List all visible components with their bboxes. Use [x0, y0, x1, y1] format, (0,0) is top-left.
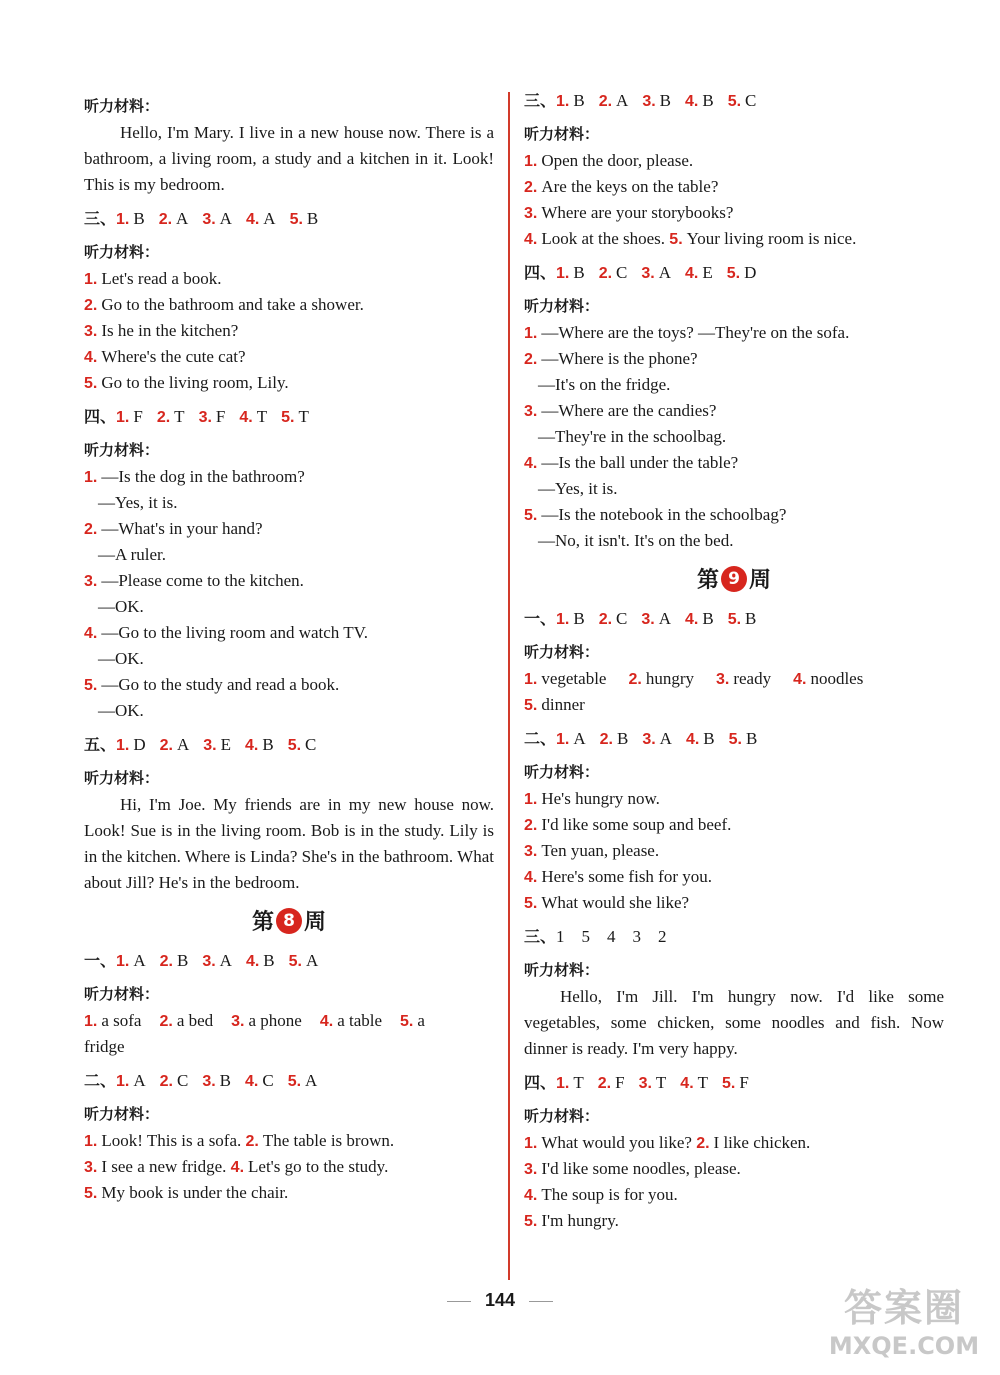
- dialog-line: 4. —Is the ball under the table?: [524, 453, 739, 472]
- section-label: 二、: [524, 729, 557, 748]
- section-label: 一、: [84, 951, 117, 970]
- listening-header: 听力材料：: [524, 763, 600, 781]
- dialog-line: 5. —Go to the study and read a book.: [84, 675, 340, 694]
- list-item: 2. Are the keys on the table?: [524, 177, 719, 196]
- listening-header: 听力材料：: [84, 985, 160, 1003]
- dialog-line: 5. —Is the notebook in the schoolbag?: [524, 505, 787, 524]
- dialog-line: —It's on the fridge.: [538, 375, 671, 394]
- listening-header: 听力材料：: [524, 1107, 600, 1125]
- dialog-line: 1. —Where are the toys? —They're on the sofa.: [524, 323, 850, 342]
- list-item: 5. What would she like?: [524, 893, 690, 912]
- dialog-line: —OK.: [98, 649, 144, 668]
- listening-paragraph: Hi, I'm Joe. My friends are in my new house now. Look! Sue is in the living room. Bob is in the study. Lily is in the kitchen. Where is Linda? She's in the bathroom. What about Jill? He's in the bedroom.: [84, 795, 494, 892]
- list-item: 1. Let's read a book.: [84, 269, 222, 288]
- dialog-line: 3. —Where are the candies?: [524, 401, 717, 420]
- dialog-line: —Yes, it is.: [98, 493, 178, 512]
- dialog-line: —A ruler.: [98, 545, 166, 564]
- answer-row: 三、1. B 2. A 3. B 4. B 5. C: [524, 91, 757, 110]
- dialog-line: —They're in the schoolbag.: [538, 427, 727, 446]
- list-item: 3. I see a new fridge. 4. Let's go to the study.: [84, 1157, 389, 1176]
- list-item: 1. Look! This is a sofa. 2. The table is brown.: [84, 1131, 395, 1150]
- watermark-logo: 答案圈 MXQE.COM: [828, 1286, 980, 1360]
- answer-row: 四、1. T 2. F 3. T 4. T 5. F: [524, 1073, 749, 1092]
- section-label: 三、: [524, 91, 557, 110]
- list-item: 4. Look at the shoes. 5. Your living room is nice.: [524, 229, 857, 248]
- listening-header: 听力材料：: [84, 769, 160, 787]
- answer-row: [524, 922, 944, 952]
- dialog-line: 2. —Where is the phone?: [524, 349, 698, 368]
- left-column: [84, 92, 494, 1206]
- answer-row: 二、1. A 2. B 3. A 4. B 5. B: [524, 729, 758, 748]
- answer-row: 一、1. A 2. B 3. A 4. B 5. A: [84, 951, 319, 970]
- right-column: [524, 86, 944, 1234]
- list-item: 5. Go to the living room, Lily.: [84, 373, 289, 392]
- listening-header: 听力材料：: [524, 297, 600, 315]
- listening-paragraph: Hello, I'm Jill. I'm hungry now. I'd like some vegetables, some chicken, some noodles and fish. Now dinner is ready. I'm very happy.: [524, 987, 944, 1058]
- page-number: 144: [0, 1290, 1000, 1311]
- answer-row: 四、1. B 2. C 3. A 4. E 5. D: [524, 263, 757, 282]
- answer-row: 五、1. D 2. A 3. E 4. B 5. C: [84, 735, 317, 754]
- list-item: 3. Where are your storybooks?: [524, 203, 734, 222]
- vocab-row: 5. dinner: [524, 695, 585, 714]
- list-item: 3. I'd like some noodles, please.: [524, 1159, 741, 1178]
- vocab-row: 1. vegetable 2. hungry 3. ready 4. noodles: [524, 669, 864, 688]
- dialog-line: 1. —Is the dog in the bathroom?: [84, 467, 305, 486]
- section-label: 三、: [84, 209, 117, 228]
- list-item: 3. Ten yuan, please.: [524, 841, 660, 860]
- list-item: 5. My book is under the chair.: [84, 1183, 289, 1202]
- list-item: 1. Open the door, please.: [524, 151, 694, 170]
- listening-header: 听力材料：: [84, 243, 160, 261]
- answer-row: 二、1. A 2. C 3. B 4. C 5. A: [84, 1071, 318, 1090]
- listening-header: 听力材料：: [524, 125, 600, 143]
- dialog-line: —OK.: [98, 597, 144, 616]
- vocab-row: 1. a sofa 2. a bed 3. a phone 4. a table 5. a: [84, 1011, 425, 1030]
- section-label: 四、: [524, 1073, 557, 1092]
- dialog-line: —Yes, it is.: [538, 479, 618, 498]
- listening-paragraph: Hello, I'm Mary. I live in a new house now. There is a bathroom, a living room, a study and a kitchen in it. Look! This is my bedroom.: [84, 123, 494, 194]
- list-item: 3. Is he in the kitchen?: [84, 321, 239, 340]
- listening-header: 听力材料：: [524, 643, 600, 661]
- dialog-line: 4. —Go to the living room and watch TV.: [84, 623, 368, 642]
- list-item: 4. Here's some fish for you.: [524, 867, 713, 886]
- list-item: 4. The soup is for you.: [524, 1185, 678, 1204]
- dialog-line: 3. —Please come to the kitchen.: [84, 571, 304, 590]
- list-item: 1. What would you like? 2. I like chicken.: [524, 1133, 811, 1152]
- vocab-row: fridge: [84, 1037, 125, 1056]
- list-item: 1. He's hungry now.: [524, 789, 660, 808]
- week-heading: 第 9 周: [696, 568, 772, 593]
- section-label: 四、: [84, 407, 117, 426]
- section-label: 一、: [524, 609, 557, 628]
- answer-row: 四、1. F 2. T 3. F 4. T 5. T: [84, 407, 309, 426]
- week-number-badge: 8: [276, 908, 302, 934]
- dialog-line: 2. —What's in your hand?: [84, 519, 263, 538]
- section-label: 二、: [84, 1071, 117, 1090]
- answer-row: 三、1. B 2. A 3. A 4. A 5. B: [84, 209, 319, 228]
- week-number-badge: 9: [721, 566, 747, 592]
- list-item: 2. I'd like some soup and beef.: [524, 815, 732, 834]
- list-item: 5. I'm hungry.: [524, 1211, 619, 1230]
- listening-header: 听力材料：: [84, 441, 160, 459]
- dialog-line: —No, it isn't. It's on the bed.: [538, 531, 734, 550]
- section-label: 五、: [84, 735, 117, 754]
- week-heading: 第 8 周: [251, 910, 327, 935]
- list-item: 2. Go to the bathroom and take a shower.: [84, 295, 364, 314]
- listening-header: 听力材料：: [84, 97, 160, 115]
- column-divider: [508, 92, 510, 1280]
- answer-row: 一、1. B 2. C 3. A 4. B 5. B: [524, 609, 757, 628]
- section-label: 三、: [524, 927, 557, 946]
- dialog-line: —OK.: [98, 701, 144, 720]
- section-label: 四、: [524, 263, 557, 282]
- listening-header: 听力材料：: [524, 961, 600, 979]
- order-answer: 1 5 4 3 2: [556, 927, 667, 946]
- list-item: 4. Where's the cute cat?: [84, 347, 246, 366]
- listening-header: 听力材料：: [84, 1105, 160, 1123]
